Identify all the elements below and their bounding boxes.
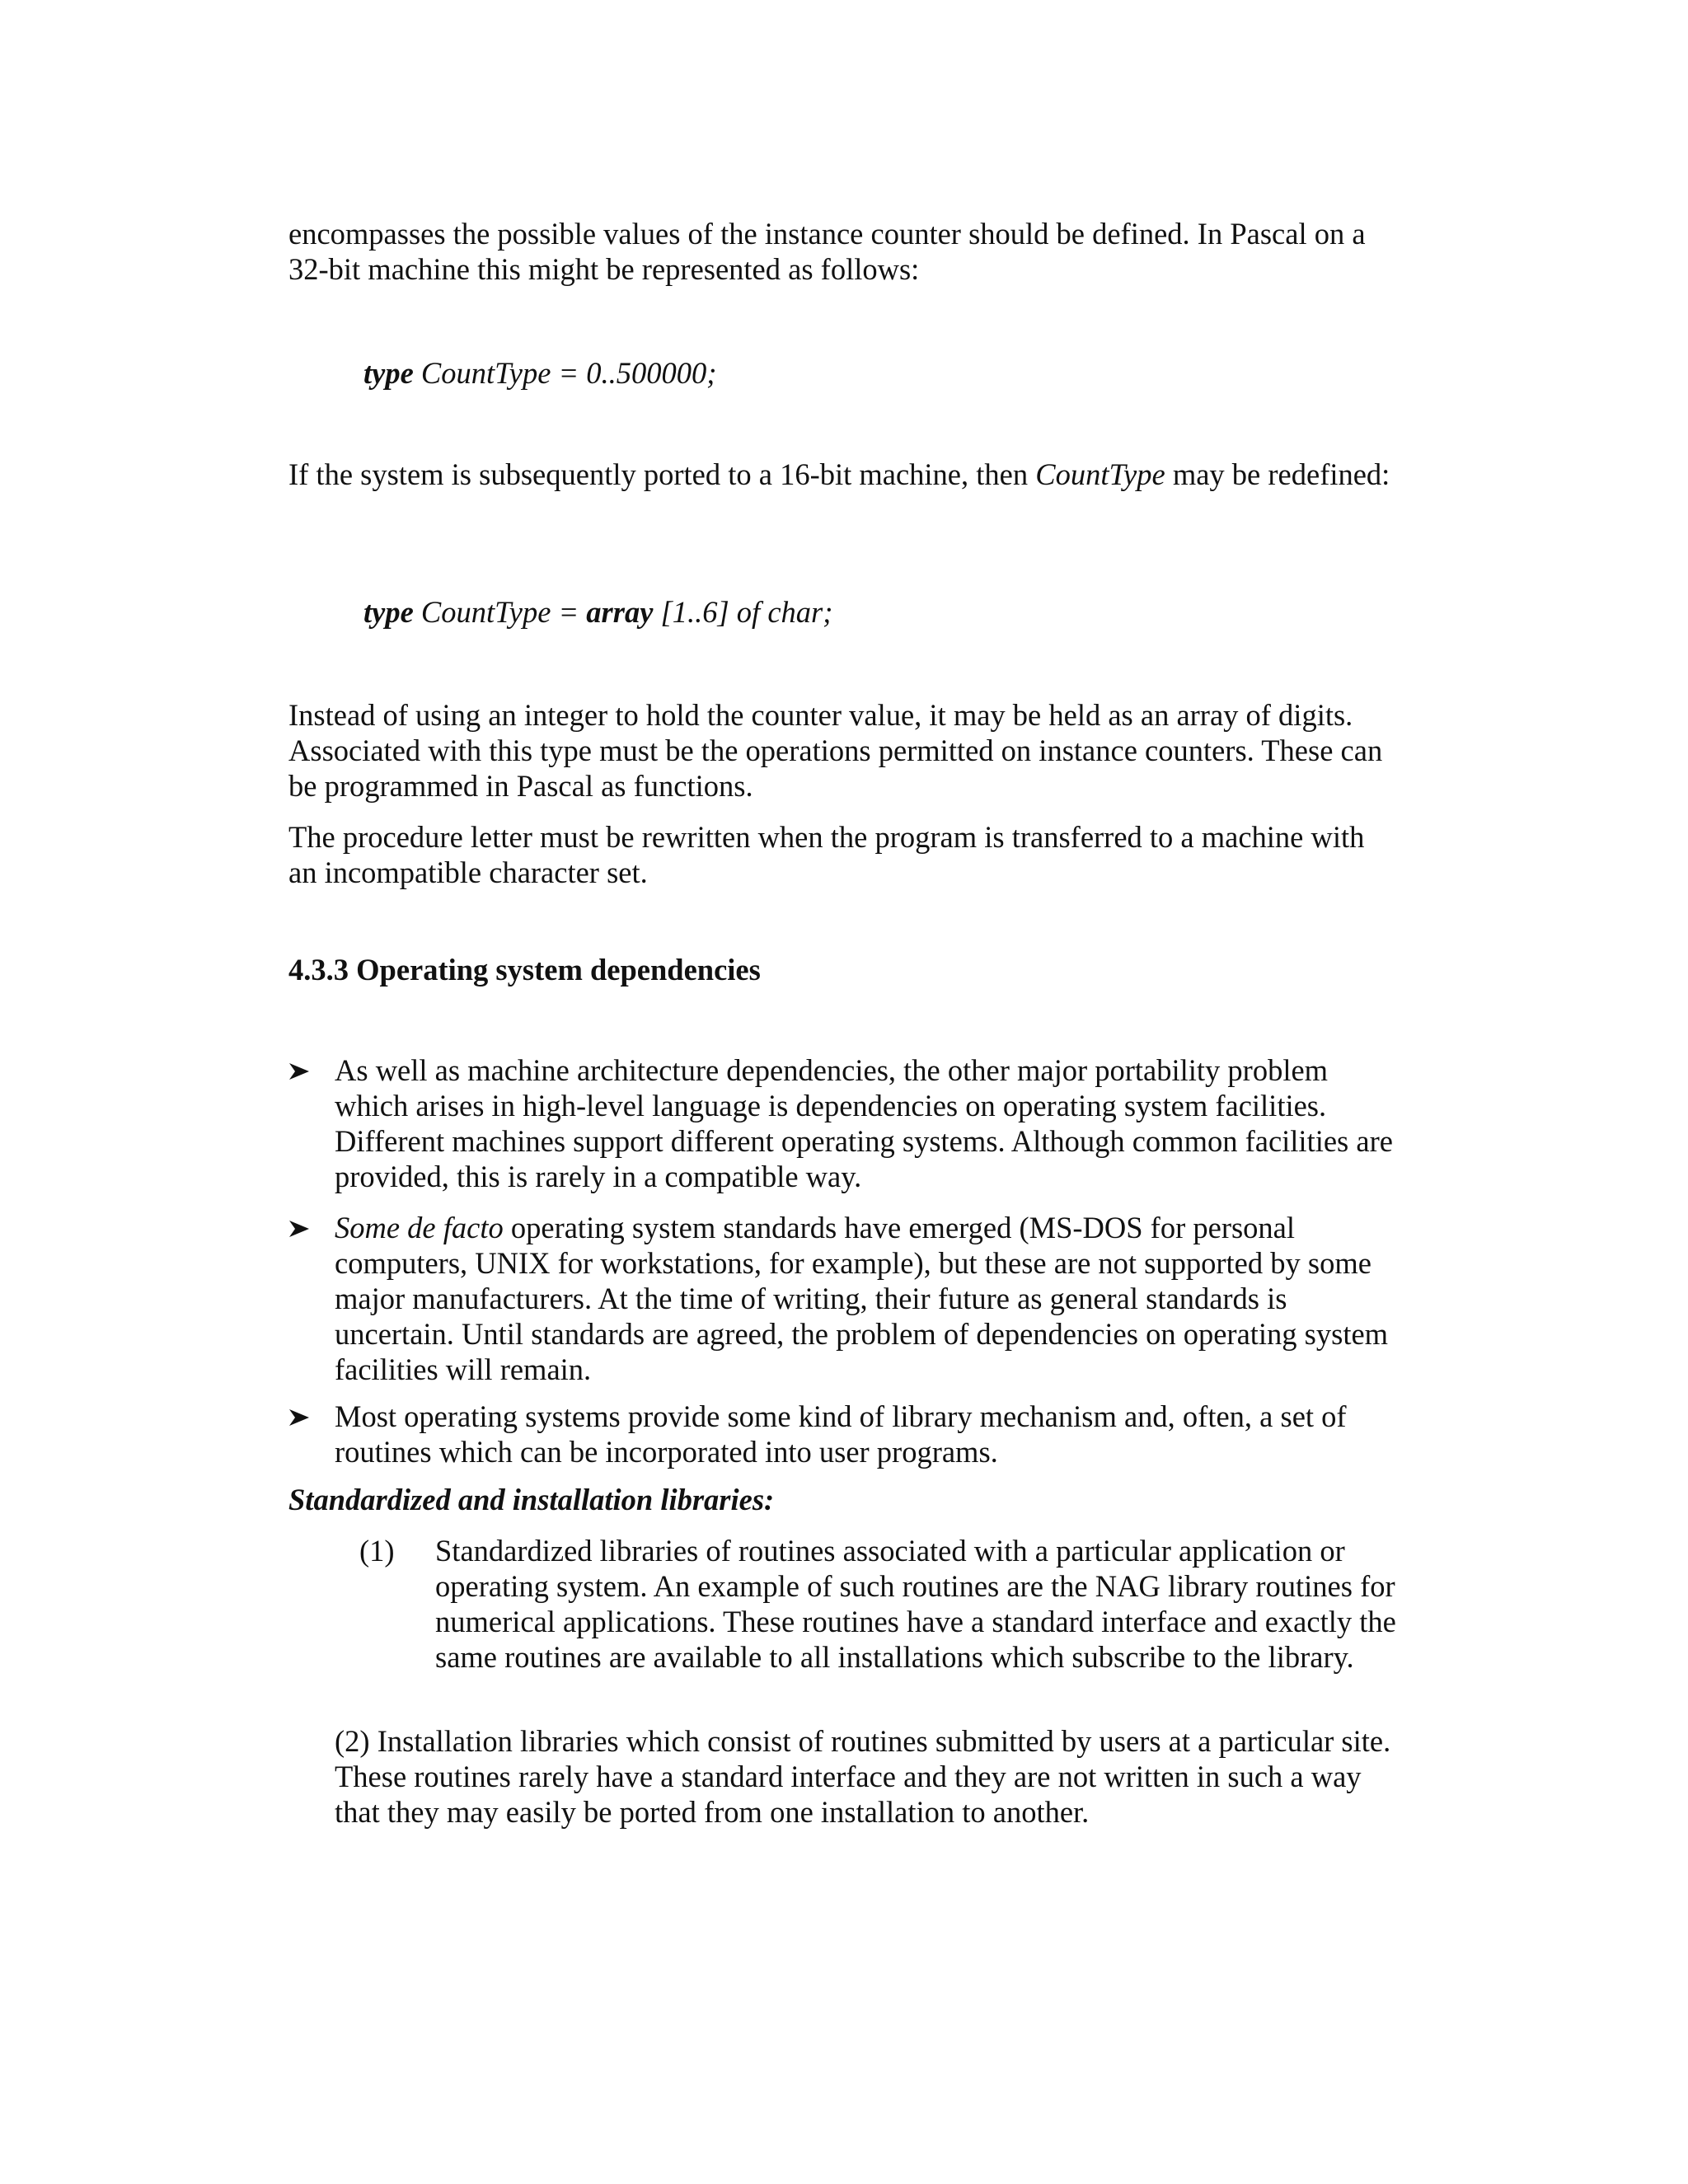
bullet-text: As well as machine architecture dependencies, the other major portability problem which arises in high-level language is dependencies on operating system facilities. Different machines support different operating systems. Although common facilities are provided, this is rarely in a compatible way.	[335, 1053, 1393, 1193]
item-number: (2)	[335, 1724, 370, 1758]
bullet-item	[288, 1399, 1401, 1469]
item-text: Standardized libraries of routines associated with a particular application or operating system. An example of such routines are the NAG library routines for numerical applications. These routines have a standard interface and exactly the same routines are available to all installations which subscribe to the library.	[435, 1534, 1396, 1674]
code-declaration: [1..6] of char;	[653, 595, 833, 629]
port-paragraph	[288, 457, 1393, 492]
bullet-item	[288, 1052, 1401, 1194]
item-text: Installation libraries which consist of routines submitted by users at a particular site. These routines rarely have a standard interface and they are not written in such a way that they may easily be ported from one installation to another.	[335, 1724, 1391, 1829]
port-text-after: may be redefined:	[1165, 457, 1390, 491]
numbered-item	[359, 1533, 1398, 1675]
code-countype-array	[363, 594, 832, 630]
arrowhead-bullet-icon	[288, 1220, 310, 1238]
subsection-heading: Standardized and installation libraries:	[288, 1483, 775, 1516]
code-keyword-type: type	[363, 595, 414, 629]
code-keyword-array: array	[586, 595, 654, 629]
array-paragraph	[288, 697, 1393, 804]
code-declaration: CountType = 0..500000;	[413, 356, 717, 390]
bullet-body-text: operating system standards have emerged (MS-DOS for personal computers, UNIX for workstations, for example), but these are not supported by some major manufacturers. At the time of writing, their future as general standards is uncertain. Until standards are agreed, the problem of dependencies on operating system facilities will remain.	[335, 1211, 1389, 1386]
port-text-before: If the system is subsequently ported to a 16-bit machine, then	[288, 457, 1036, 491]
bullet-italic-text: Some de facto	[335, 1211, 504, 1244]
procedure-paragraph	[288, 819, 1393, 890]
arrowhead-bullet-icon	[288, 1062, 310, 1080]
code-middle: CountType =	[413, 595, 587, 629]
intro-paragraph	[288, 216, 1393, 287]
bullet-text	[335, 1210, 1401, 1387]
item-number: (1)	[359, 1534, 395, 1568]
intro-text: encompasses the possible values of the instance counter should be defined. In Pascal on a 32-bit machine this might be represented as follows:	[288, 217, 1366, 286]
array-text: Instead of using an integer to hold the counter value, it may be held as an array of digits. Associated with this type must be the operations permitted on instance counters. These can be programmed in Pascal as functions.	[288, 698, 1383, 803]
procedure-text: The procedure letter must be rewritten when the program is transferred to a machine with an incompatible character set.	[288, 820, 1365, 889]
numbered-item	[335, 1723, 1403, 1830]
port-text-italic: CountType	[1035, 457, 1165, 491]
arrowhead-bullet-icon	[288, 1408, 310, 1427]
section-heading: 4.3.3 Operating system dependencies	[288, 953, 761, 987]
bullet-text: Most operating systems provide some kind of library mechanism and, often, a set of routines which can be incorporated into user programs.	[335, 1399, 1347, 1469]
code-keyword-type: type	[363, 356, 414, 390]
bullet-item	[288, 1210, 1401, 1387]
code-countype-range	[363, 355, 716, 391]
